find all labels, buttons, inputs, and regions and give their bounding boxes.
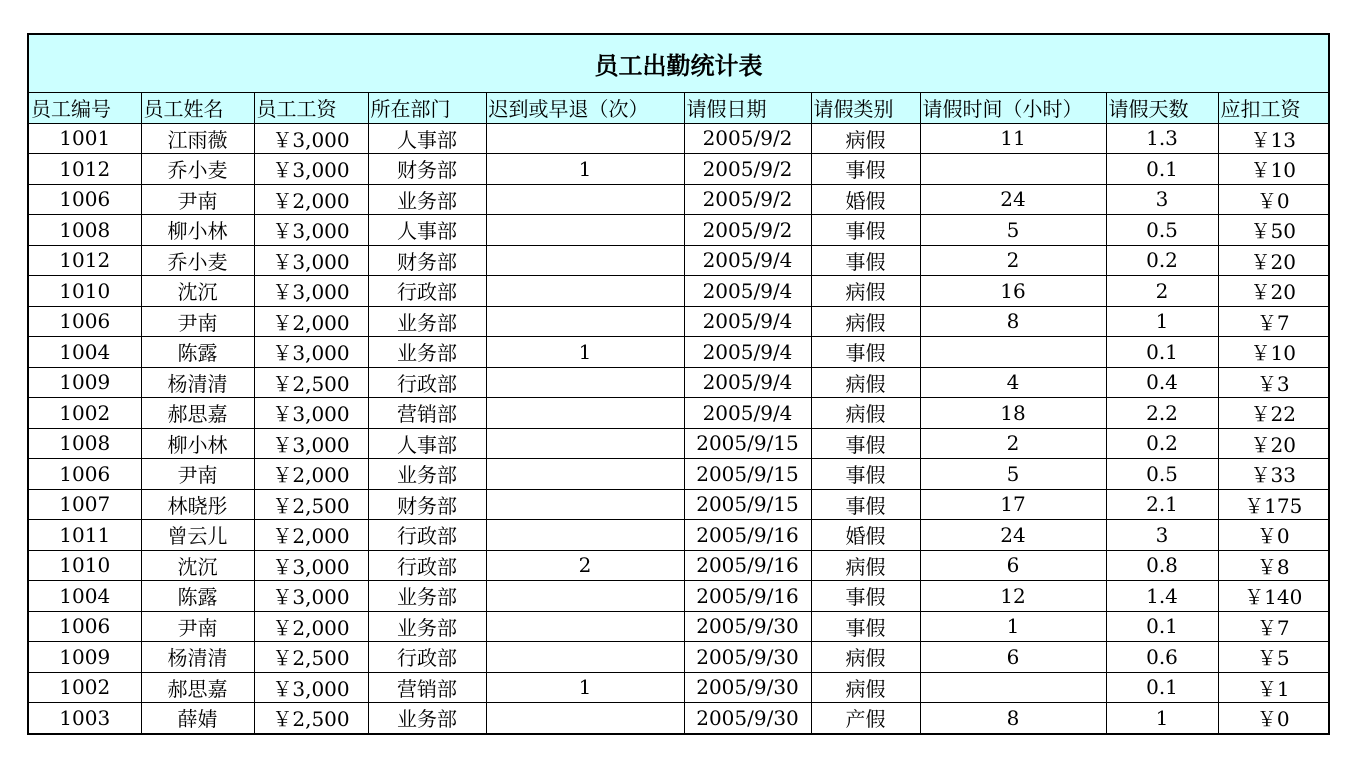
- late-early-cell[interactable]: [486, 611, 684, 642]
- leave-type-cell[interactable]: 病假: [811, 642, 920, 673]
- table-row: [28, 459, 1329, 490]
- department-cell[interactable]: 行政部: [368, 367, 486, 398]
- employee-id-cell[interactable]: 1006: [28, 184, 141, 215]
- department-cell[interactable]: 业务部: [368, 611, 486, 642]
- table-row: [28, 245, 1329, 276]
- salary-cell[interactable]: ￥3,000: [254, 672, 368, 703]
- leave-type-cell[interactable]: 病假: [811, 276, 920, 307]
- table-row: [28, 276, 1329, 307]
- deduction-cell[interactable]: ￥10: [1218, 337, 1329, 368]
- leave-date-cell[interactable]: 2005/9/2: [684, 215, 811, 246]
- column-header: 应扣工资: [1218, 93, 1329, 124]
- deduction-cell[interactable]: ￥3: [1218, 367, 1329, 398]
- employee-name-cell[interactable]: 尹南: [141, 184, 254, 215]
- deduction-cell[interactable]: ￥20: [1218, 428, 1329, 459]
- late-early-cell[interactable]: 1: [486, 154, 684, 185]
- salary-cell[interactable]: ￥3,000: [254, 123, 368, 154]
- leave-type-cell[interactable]: 病假: [811, 123, 920, 154]
- leave-days-cell[interactable]: 2.2: [1106, 398, 1218, 429]
- leave-date-cell[interactable]: 2005/9/4: [684, 367, 811, 398]
- deduction-cell[interactable]: ￥33: [1218, 459, 1329, 490]
- salary-cell[interactable]: ￥2,000: [254, 520, 368, 551]
- employee-name-cell[interactable]: 尹南: [141, 306, 254, 337]
- deduction-cell[interactable]: ￥13: [1218, 123, 1329, 154]
- leave-type-cell[interactable]: 婚假: [811, 184, 920, 215]
- leave-type-cell[interactable]: 事假: [811, 489, 920, 520]
- leave-days-cell[interactable]: 1: [1106, 703, 1218, 734]
- employee-name-cell[interactable]: 沈沉: [141, 276, 254, 307]
- leave-date-cell[interactable]: 2005/9/16: [684, 520, 811, 551]
- salary-cell[interactable]: ￥3,000: [254, 215, 368, 246]
- leave-hours-cell[interactable]: 12: [920, 581, 1106, 612]
- leave-days-cell[interactable]: 0.1: [1106, 154, 1218, 185]
- late-early-cell[interactable]: [486, 489, 684, 520]
- late-early-cell[interactable]: [486, 123, 684, 154]
- deduction-cell[interactable]: ￥5: [1218, 642, 1329, 673]
- department-cell[interactable]: 行政部: [368, 642, 486, 673]
- table-row: [28, 428, 1329, 459]
- leave-days-cell[interactable]: 0.2: [1106, 428, 1218, 459]
- table-row: [28, 672, 1329, 703]
- column-header: 所在部门: [368, 93, 486, 124]
- department-cell[interactable]: 行政部: [368, 550, 486, 581]
- deduction-cell[interactable]: ￥140: [1218, 581, 1329, 612]
- table-row: [28, 154, 1329, 185]
- department-cell[interactable]: 行政部: [368, 520, 486, 551]
- leave-days-cell[interactable]: 1: [1106, 306, 1218, 337]
- leave-type-cell[interactable]: 事假: [811, 245, 920, 276]
- salary-cell[interactable]: ￥2,500: [254, 703, 368, 734]
- leave-type-cell[interactable]: 病假: [811, 398, 920, 429]
- employee-id-cell[interactable]: 1008: [28, 428, 141, 459]
- department-cell[interactable]: 财务部: [368, 245, 486, 276]
- leave-hours-cell[interactable]: 4: [920, 367, 1106, 398]
- deduction-cell[interactable]: ￥7: [1218, 611, 1329, 642]
- leave-type-cell[interactable]: 婚假: [811, 520, 920, 551]
- department-cell[interactable]: 业务部: [368, 459, 486, 490]
- leave-hours-cell[interactable]: 24: [920, 184, 1106, 215]
- leave-date-cell[interactable]: 2005/9/30: [684, 672, 811, 703]
- employee-id-cell[interactable]: 1008: [28, 215, 141, 246]
- late-early-cell[interactable]: [486, 184, 684, 215]
- salary-cell[interactable]: ￥2,000: [254, 459, 368, 490]
- leave-type-cell[interactable]: 事假: [811, 611, 920, 642]
- leave-type-cell[interactable]: 事假: [811, 337, 920, 368]
- leave-date-cell[interactable]: 2005/9/4: [684, 245, 811, 276]
- employee-name-cell[interactable]: 陈露: [141, 581, 254, 612]
- salary-cell[interactable]: ￥3,000: [254, 245, 368, 276]
- column-header: 请假类别: [811, 93, 920, 124]
- leave-date-cell[interactable]: 2005/9/30: [684, 642, 811, 673]
- department-cell[interactable]: 行政部: [368, 276, 486, 307]
- salary-cell[interactable]: ￥3,000: [254, 276, 368, 307]
- late-early-cell[interactable]: [486, 398, 684, 429]
- late-early-cell[interactable]: [486, 703, 684, 734]
- leave-hours-cell[interactable]: 2: [920, 428, 1106, 459]
- deduction-cell[interactable]: ￥0: [1218, 184, 1329, 215]
- table-row: [28, 520, 1329, 551]
- deduction-cell[interactable]: ￥20: [1218, 245, 1329, 276]
- late-early-cell[interactable]: [486, 520, 684, 551]
- table-row: [28, 489, 1329, 520]
- employee-name-cell[interactable]: 江雨薇: [141, 123, 254, 154]
- deduction-cell[interactable]: ￥0: [1218, 703, 1329, 734]
- department-cell[interactable]: 人事部: [368, 215, 486, 246]
- header-row: [28, 93, 1329, 124]
- employee-id-cell[interactable]: 1002: [28, 398, 141, 429]
- late-early-cell[interactable]: [486, 459, 684, 490]
- late-early-cell[interactable]: [486, 428, 684, 459]
- employee-name-cell[interactable]: 郝思嘉: [141, 398, 254, 429]
- leave-hours-cell[interactable]: 5: [920, 459, 1106, 490]
- leave-days-cell[interactable]: 0.5: [1106, 215, 1218, 246]
- leave-date-cell[interactable]: 2005/9/2: [684, 154, 811, 185]
- leave-date-cell[interactable]: 2005/9/4: [684, 276, 811, 307]
- leave-date-cell[interactable]: 2005/9/2: [684, 123, 811, 154]
- table-row: [28, 367, 1329, 398]
- leave-days-cell[interactable]: 0.2: [1106, 245, 1218, 276]
- column-header: 请假时间（小时）: [920, 93, 1106, 124]
- table-row: [28, 581, 1329, 612]
- leave-date-cell[interactable]: 2005/9/4: [684, 337, 811, 368]
- employee-name-cell[interactable]: 沈沉: [141, 550, 254, 581]
- late-early-cell[interactable]: 1: [486, 337, 684, 368]
- salary-cell[interactable]: ￥2,500: [254, 642, 368, 673]
- leave-date-cell[interactable]: 2005/9/16: [684, 550, 811, 581]
- late-early-cell[interactable]: 2: [486, 550, 684, 581]
- employee-name-cell[interactable]: 尹南: [141, 459, 254, 490]
- department-cell[interactable]: 业务部: [368, 703, 486, 734]
- late-early-cell[interactable]: [486, 245, 684, 276]
- employee-name-cell[interactable]: 薛婧: [141, 703, 254, 734]
- employee-id-cell[interactable]: 1002: [28, 672, 141, 703]
- leave-hours-cell[interactable]: [920, 154, 1106, 185]
- employee-id-cell[interactable]: 1011: [28, 520, 141, 551]
- table-row: [28, 337, 1329, 368]
- leave-date-cell[interactable]: 2005/9/4: [684, 306, 811, 337]
- leave-days-cell[interactable]: 0.5: [1106, 459, 1218, 490]
- leave-days-cell[interactable]: 0.4: [1106, 367, 1218, 398]
- employee-id-cell[interactable]: 1012: [28, 245, 141, 276]
- leave-hours-cell[interactable]: 18: [920, 398, 1106, 429]
- employee-id-cell[interactable]: 1003: [28, 703, 141, 734]
- employee-id-cell[interactable]: 1006: [28, 306, 141, 337]
- salary-cell[interactable]: ￥3,000: [254, 337, 368, 368]
- department-cell[interactable]: 人事部: [368, 123, 486, 154]
- employee-name-cell[interactable]: 乔小麦: [141, 154, 254, 185]
- employee-id-cell[interactable]: 1009: [28, 367, 141, 398]
- department-cell[interactable]: 财务部: [368, 489, 486, 520]
- employee-id-cell[interactable]: 1004: [28, 337, 141, 368]
- salary-cell[interactable]: ￥3,000: [254, 550, 368, 581]
- leave-date-cell[interactable]: 2005/9/30: [684, 703, 811, 734]
- employee-id-cell[interactable]: 1001: [28, 123, 141, 154]
- leave-hours-cell[interactable]: 11: [920, 123, 1106, 154]
- salary-cell[interactable]: ￥2,000: [254, 184, 368, 215]
- leave-type-cell[interactable]: 事假: [811, 459, 920, 490]
- leave-hours-cell[interactable]: 6: [920, 550, 1106, 581]
- column-header: 员工编号: [28, 93, 141, 124]
- leave-hours-cell[interactable]: 5: [920, 215, 1106, 246]
- leave-days-cell[interactable]: 2.1: [1106, 489, 1218, 520]
- leave-type-cell[interactable]: 事假: [811, 581, 920, 612]
- late-early-cell[interactable]: [486, 215, 684, 246]
- deduction-cell[interactable]: ￥20: [1218, 276, 1329, 307]
- leave-type-cell[interactable]: 病假: [811, 306, 920, 337]
- leave-days-cell[interactable]: 3: [1106, 184, 1218, 215]
- employee-id-cell[interactable]: 1006: [28, 459, 141, 490]
- late-early-cell[interactable]: [486, 276, 684, 307]
- leave-type-cell[interactable]: 事假: [811, 154, 920, 185]
- employee-id-cell[interactable]: 1009: [28, 642, 141, 673]
- deduction-cell[interactable]: ￥7: [1218, 306, 1329, 337]
- leave-hours-cell[interactable]: 16: [920, 276, 1106, 307]
- salary-cell[interactable]: ￥2,000: [254, 306, 368, 337]
- employee-name-cell[interactable]: 尹南: [141, 611, 254, 642]
- leave-days-cell[interactable]: 0.6: [1106, 642, 1218, 673]
- leave-type-cell[interactable]: 事假: [811, 428, 920, 459]
- table-row: [28, 123, 1329, 154]
- leave-days-cell[interactable]: 0.8: [1106, 550, 1218, 581]
- column-header: 员工姓名: [141, 93, 254, 124]
- employee-id-cell[interactable]: 1010: [28, 276, 141, 307]
- leave-date-cell[interactable]: 2005/9/16: [684, 581, 811, 612]
- leave-type-cell[interactable]: 事假: [811, 215, 920, 246]
- salary-cell[interactable]: ￥3,000: [254, 154, 368, 185]
- employee-name-cell[interactable]: 柳小林: [141, 428, 254, 459]
- deduction-cell[interactable]: ￥22: [1218, 398, 1329, 429]
- leave-hours-cell[interactable]: [920, 337, 1106, 368]
- leave-date-cell[interactable]: 2005/9/2: [684, 184, 811, 215]
- employee-id-cell[interactable]: 1010: [28, 550, 141, 581]
- leave-type-cell[interactable]: 病假: [811, 672, 920, 703]
- table-title: 员工出勤统计表: [28, 34, 1329, 93]
- deduction-cell[interactable]: ￥8: [1218, 550, 1329, 581]
- salary-cell[interactable]: ￥3,000: [254, 581, 368, 612]
- table-body: [28, 123, 1329, 734]
- deduction-cell[interactable]: ￥10: [1218, 154, 1329, 185]
- employee-id-cell[interactable]: 1007: [28, 489, 141, 520]
- employee-id-cell[interactable]: 1004: [28, 581, 141, 612]
- late-early-cell[interactable]: [486, 367, 684, 398]
- leave-hours-cell[interactable]: 17: [920, 489, 1106, 520]
- employee-name-cell[interactable]: 郝思嘉: [141, 672, 254, 703]
- employee-name-cell[interactable]: 林晓彤: [141, 489, 254, 520]
- salary-cell[interactable]: ￥3,000: [254, 428, 368, 459]
- column-header: 迟到或早退（次）: [486, 93, 684, 124]
- leave-date-cell[interactable]: 2005/9/30: [684, 611, 811, 642]
- salary-cell[interactable]: ￥2,500: [254, 489, 368, 520]
- leave-hours-cell[interactable]: 8: [920, 703, 1106, 734]
- leave-hours-cell[interactable]: 2: [920, 245, 1106, 276]
- late-early-cell[interactable]: [486, 581, 684, 612]
- table-row: [28, 611, 1329, 642]
- leave-hours-cell[interactable]: 8: [920, 306, 1106, 337]
- leave-date-cell[interactable]: 2005/9/15: [684, 459, 811, 490]
- leave-days-cell[interactable]: 0.1: [1106, 672, 1218, 703]
- salary-cell[interactable]: ￥2,000: [254, 611, 368, 642]
- leave-days-cell[interactable]: 1.3: [1106, 123, 1218, 154]
- deduction-cell[interactable]: ￥0: [1218, 520, 1329, 551]
- department-cell[interactable]: 财务部: [368, 154, 486, 185]
- department-cell[interactable]: 业务部: [368, 184, 486, 215]
- department-cell[interactable]: 人事部: [368, 428, 486, 459]
- leave-days-cell[interactable]: 2: [1106, 276, 1218, 307]
- salary-cell[interactable]: ￥3,000: [254, 398, 368, 429]
- employee-id-cell[interactable]: 1012: [28, 154, 141, 185]
- leave-type-cell[interactable]: 病假: [811, 550, 920, 581]
- leave-date-cell[interactable]: 2005/9/15: [684, 489, 811, 520]
- column-header: 员工工资: [254, 93, 368, 124]
- leave-days-cell[interactable]: 0.1: [1106, 611, 1218, 642]
- table-row: [28, 306, 1329, 337]
- employee-name-cell[interactable]: 杨清清: [141, 367, 254, 398]
- department-cell[interactable]: 营销部: [368, 398, 486, 429]
- table-row: [28, 703, 1329, 734]
- department-cell[interactable]: 业务部: [368, 581, 486, 612]
- table-row: [28, 184, 1329, 215]
- table-row: [28, 398, 1329, 429]
- attendance-table: [27, 33, 1330, 735]
- column-header: 请假日期: [684, 93, 811, 124]
- employee-name-cell[interactable]: 杨清清: [141, 642, 254, 673]
- leave-type-cell[interactable]: 产假: [811, 703, 920, 734]
- table-row: [28, 550, 1329, 581]
- late-early-cell[interactable]: [486, 306, 684, 337]
- leave-hours-cell[interactable]: 1: [920, 611, 1106, 642]
- employee-name-cell[interactable]: 陈露: [141, 337, 254, 368]
- leave-days-cell[interactable]: 1.4: [1106, 581, 1218, 612]
- leave-hours-cell[interactable]: [920, 672, 1106, 703]
- late-early-cell[interactable]: [486, 642, 684, 673]
- employee-name-cell[interactable]: 曾云儿: [141, 520, 254, 551]
- table-row: [28, 215, 1329, 246]
- deduction-cell[interactable]: ￥175: [1218, 489, 1329, 520]
- employee-id-cell[interactable]: 1006: [28, 611, 141, 642]
- leave-date-cell[interactable]: 2005/9/15: [684, 428, 811, 459]
- department-cell[interactable]: 业务部: [368, 337, 486, 368]
- late-early-cell[interactable]: 1: [486, 672, 684, 703]
- employee-name-cell[interactable]: 乔小麦: [141, 245, 254, 276]
- department-cell[interactable]: 业务部: [368, 306, 486, 337]
- department-cell[interactable]: 营销部: [368, 672, 486, 703]
- leave-days-cell[interactable]: 0.1: [1106, 337, 1218, 368]
- leave-hours-cell[interactable]: 24: [920, 520, 1106, 551]
- deduction-cell[interactable]: ￥1: [1218, 672, 1329, 703]
- table-row: [28, 642, 1329, 673]
- deduction-cell[interactable]: ￥50: [1218, 215, 1329, 246]
- leave-type-cell[interactable]: 病假: [811, 367, 920, 398]
- employee-name-cell[interactable]: 柳小林: [141, 215, 254, 246]
- column-header: 请假天数: [1106, 93, 1218, 124]
- salary-cell[interactable]: ￥2,500: [254, 367, 368, 398]
- leave-days-cell[interactable]: 3: [1106, 520, 1218, 551]
- leave-hours-cell[interactable]: 6: [920, 642, 1106, 673]
- leave-date-cell[interactable]: 2005/9/4: [684, 398, 811, 429]
